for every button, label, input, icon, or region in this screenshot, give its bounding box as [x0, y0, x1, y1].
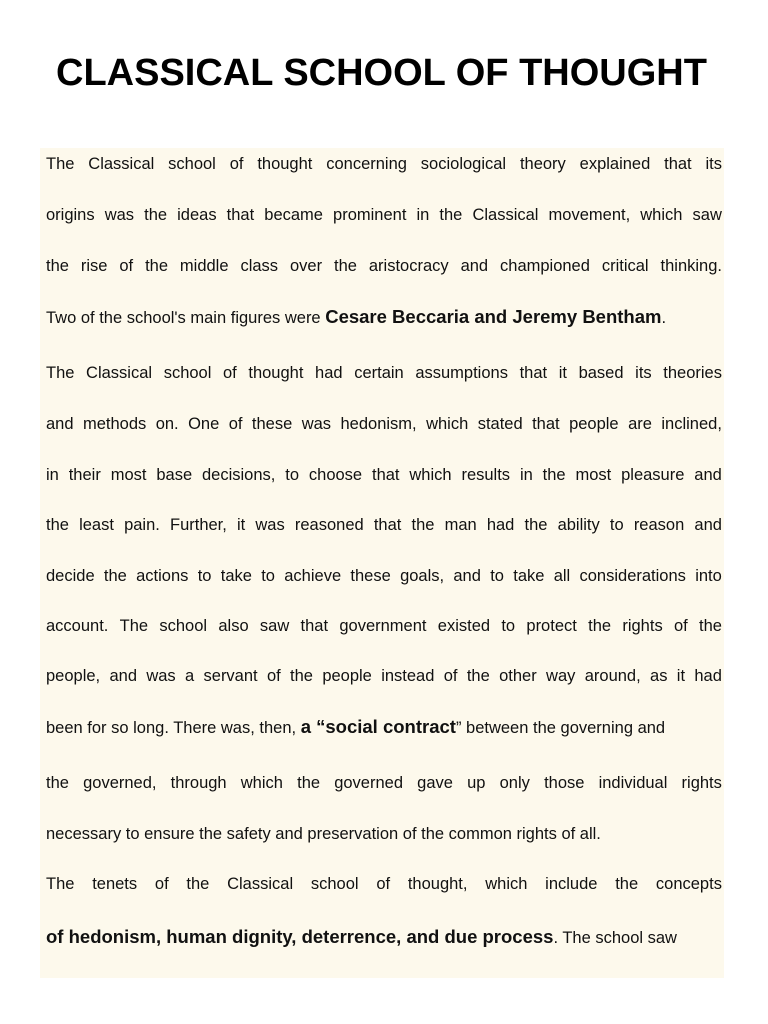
- word: class: [240, 257, 279, 275]
- document-title: CLASSICAL SCHOOL OF THOUGHT: [56, 52, 707, 94]
- word: protect: [526, 617, 577, 635]
- paragraph-line: [46, 514, 722, 536]
- word: of: [119, 257, 134, 275]
- word: methods: [82, 415, 147, 433]
- word: of: [673, 617, 688, 635]
- word: to: [285, 466, 300, 484]
- word: the: [334, 257, 357, 275]
- word: the: [46, 257, 69, 275]
- word: of: [154, 875, 169, 893]
- word: to: [609, 516, 624, 534]
- line-text: .: [661, 309, 667, 327]
- word: school: [163, 364, 212, 382]
- word: The: [46, 875, 75, 893]
- word: the: [186, 875, 210, 893]
- word: Classical: [472, 206, 539, 224]
- word: these: [350, 567, 391, 585]
- word: middle: [179, 257, 229, 275]
- word: also: [218, 617, 249, 635]
- word: which: [409, 466, 452, 484]
- word: of: [229, 155, 244, 173]
- line-text: . The school saw: [553, 929, 677, 947]
- word: had: [486, 516, 515, 534]
- word: the: [439, 206, 463, 224]
- word: sociological: [420, 155, 507, 173]
- word: prominent: [333, 206, 407, 224]
- word: thinking.: [660, 257, 722, 275]
- line-text: been for so long. There was, then,: [46, 719, 301, 737]
- word: take: [220, 567, 252, 585]
- word: concerning: [326, 155, 407, 173]
- word: Classical: [86, 364, 153, 382]
- word: the: [46, 516, 69, 534]
- line-text: ” between the governing and: [455, 719, 666, 737]
- word: way: [546, 667, 576, 685]
- paragraph-line: [46, 772, 722, 794]
- word: theory: [519, 155, 566, 173]
- word: base: [156, 466, 193, 484]
- word: in: [416, 206, 430, 224]
- word: government: [339, 617, 427, 635]
- word: in: [519, 466, 533, 484]
- word: Classical: [227, 875, 294, 893]
- word: the: [290, 667, 313, 685]
- word: around,: [584, 667, 641, 685]
- paragraph-line: [46, 615, 722, 637]
- word: are: [628, 415, 652, 433]
- word: and: [694, 466, 722, 484]
- line-text: Two of the school's main figures were: [46, 309, 326, 327]
- word: thought,: [407, 875, 468, 893]
- word: school: [168, 155, 216, 173]
- word: which: [426, 415, 469, 433]
- word: other: [499, 667, 537, 685]
- word: those: [544, 774, 585, 792]
- word: movement,: [548, 206, 631, 224]
- word: certain: [354, 364, 404, 382]
- word: most: [575, 466, 612, 484]
- word: results: [461, 466, 511, 484]
- key-figures-emphasis: Cesare Beccaria and Jeremy Bentham: [325, 306, 662, 327]
- word: rise: [80, 257, 108, 275]
- word: was: [146, 667, 176, 685]
- word: assumptions: [415, 364, 508, 382]
- word: stated: [477, 415, 523, 433]
- word: critical: [601, 257, 649, 275]
- word: least: [79, 516, 114, 534]
- paragraph-line: [46, 362, 722, 384]
- word: that: [371, 466, 400, 484]
- word: was: [104, 206, 135, 224]
- word: account.: [46, 617, 109, 635]
- word: to: [197, 567, 212, 585]
- word: into: [695, 567, 722, 585]
- word: The: [46, 155, 75, 173]
- paragraph-line: [46, 153, 722, 175]
- word: saw: [259, 617, 290, 635]
- word: governed: [334, 774, 404, 792]
- word: The: [46, 364, 75, 382]
- word: that: [532, 415, 560, 433]
- word: concepts: [655, 875, 722, 893]
- word: aristocracy: [368, 257, 449, 275]
- word: its: [635, 364, 652, 382]
- word: man: [444, 516, 477, 534]
- line-text: necessary to ensure the safety and preservation of the common rights of all.: [46, 825, 601, 843]
- word: these: [251, 415, 293, 433]
- word: gave: [417, 774, 453, 792]
- paragraph-line: [46, 665, 722, 687]
- social-contract-emphasis: a “social contract: [300, 716, 456, 737]
- word: a: [185, 667, 195, 685]
- word: people,: [46, 667, 101, 685]
- word: reason: [633, 516, 685, 534]
- word: became: [264, 206, 323, 224]
- word: its: [705, 155, 722, 173]
- word: which: [640, 206, 683, 224]
- word: individual: [598, 774, 668, 792]
- word: Further,: [170, 516, 227, 534]
- word: up: [467, 774, 486, 792]
- word: tenets: [92, 875, 138, 893]
- word: rights: [622, 617, 663, 635]
- paragraph-line: [46, 413, 722, 435]
- word: to: [490, 567, 504, 585]
- word: take: [513, 567, 545, 585]
- word: actions: [136, 567, 189, 585]
- word: that: [226, 206, 255, 224]
- word: origins: [46, 206, 95, 224]
- word: of: [443, 667, 458, 685]
- word: saw: [692, 206, 722, 224]
- word: The: [119, 617, 149, 635]
- word: and: [46, 415, 74, 433]
- word: most: [110, 466, 147, 484]
- word: inclined,: [661, 415, 722, 433]
- word: servant: [203, 667, 258, 685]
- word: ideas: [177, 206, 217, 224]
- word: and: [109, 667, 137, 685]
- word: had: [694, 667, 722, 685]
- word: it: [237, 516, 246, 534]
- word: thought: [248, 364, 304, 382]
- word: was: [301, 415, 332, 433]
- word: the: [524, 516, 548, 534]
- word: instead: [381, 667, 435, 685]
- word: the: [615, 875, 639, 893]
- word: the: [145, 257, 168, 275]
- word: the: [466, 667, 490, 685]
- word: the: [46, 774, 69, 792]
- word: on.: [155, 415, 179, 433]
- word: as: [650, 667, 668, 685]
- word: hedonism,: [340, 415, 417, 433]
- word: people: [569, 415, 619, 433]
- word: ability: [557, 516, 600, 534]
- word: that: [373, 516, 402, 534]
- word: was: [255, 516, 285, 534]
- word: considerations: [579, 567, 686, 585]
- word: that: [664, 155, 692, 173]
- paragraph-line: [46, 565, 722, 587]
- word: One: [188, 415, 220, 433]
- word: the: [542, 466, 566, 484]
- word: pain.: [124, 516, 160, 534]
- word: it: [676, 667, 686, 685]
- word: of: [228, 415, 243, 433]
- word: over: [289, 257, 323, 275]
- word: it: [558, 364, 567, 382]
- word: decide: [46, 567, 95, 585]
- paragraph-line: [46, 255, 722, 277]
- word: their: [68, 466, 101, 484]
- word: the: [588, 617, 612, 635]
- word: the: [144, 206, 168, 224]
- word: of: [376, 875, 391, 893]
- word: the: [699, 617, 722, 635]
- paragraph-line: [46, 873, 722, 895]
- word: governed,: [83, 774, 157, 792]
- word: existed: [437, 617, 491, 635]
- word: achieve: [284, 567, 342, 585]
- paragraph-line: [46, 306, 722, 329]
- word: explained: [579, 155, 651, 173]
- paragraph-line: [46, 716, 722, 739]
- word: the: [103, 567, 127, 585]
- word: to: [261, 567, 275, 585]
- word: based: [578, 364, 624, 382]
- word: of: [266, 667, 281, 685]
- paragraph-line: [46, 464, 722, 486]
- word: through: [170, 774, 227, 792]
- word: include: [545, 875, 598, 893]
- word: that: [519, 364, 548, 382]
- word: rights: [681, 774, 722, 792]
- word: decisions,: [202, 466, 276, 484]
- word: school: [159, 617, 208, 635]
- word: championed: [500, 257, 590, 275]
- word: the: [297, 774, 321, 792]
- word: choose: [308, 466, 363, 484]
- word: to: [501, 617, 516, 635]
- word: goals,: [400, 567, 445, 585]
- tenets-emphasis: of hedonism, human dignity, deterrence, and due process: [46, 926, 554, 947]
- word: which: [240, 774, 283, 792]
- paragraph-line: [46, 823, 722, 845]
- paragraph-line: [46, 204, 722, 226]
- word: of: [223, 364, 237, 382]
- word: thought: [257, 155, 313, 173]
- word: in: [46, 466, 59, 484]
- word: which: [485, 875, 528, 893]
- word: the: [411, 516, 435, 534]
- word: had: [315, 364, 343, 382]
- word: only: [499, 774, 530, 792]
- word: people: [322, 667, 372, 685]
- word: that: [300, 617, 329, 635]
- paragraph-line: [46, 926, 722, 949]
- word: and: [460, 257, 489, 275]
- word: theories: [663, 364, 722, 382]
- word: reasoned: [294, 516, 364, 534]
- word: and: [694, 516, 722, 534]
- word: and: [453, 567, 481, 585]
- word: all: [553, 567, 571, 585]
- word: Classical: [88, 155, 155, 173]
- word: school: [310, 875, 359, 893]
- word: pleasure: [621, 466, 685, 484]
